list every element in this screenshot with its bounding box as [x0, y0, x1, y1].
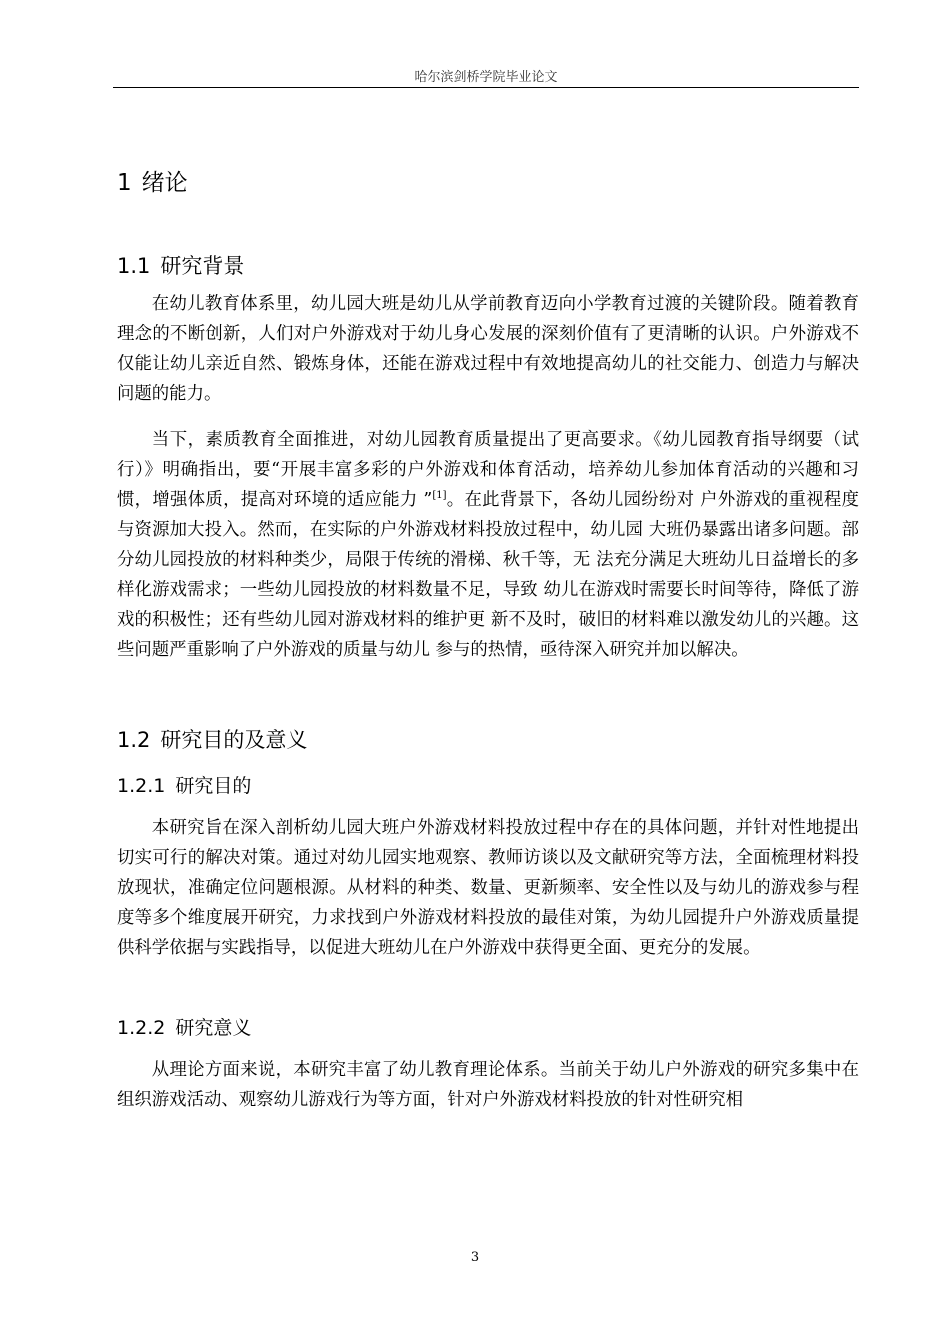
section-1-2-2-title: 研究意义 — [175, 1017, 252, 1039]
background-paragraph-2 — [117, 425, 859, 665]
section-1-1-heading — [117, 250, 244, 280]
section-1-2-heading — [117, 724, 307, 754]
chapter-number: 1 — [117, 170, 132, 196]
section-1-2-number: 1.2 — [117, 728, 151, 752]
section-1-2-title: 研究目的及意义 — [160, 728, 308, 752]
section-1-2-2-number: 1.2.2 — [117, 1017, 166, 1039]
section-1-2-1-title: 研究目的 — [175, 775, 252, 797]
chapter-title: 绪论 — [141, 170, 188, 196]
section-1-1-number: 1.1 — [117, 254, 151, 278]
background-paragraph-2-text-b: 。在此背景下，各幼儿园纷纷对 户外游戏的重视程度与资源加大投入。然而，在实际的户外游戏材料投放过程中，幼儿园 大班仍暴露出诸多问题。部分幼儿园投放的材料种类少，局限于传统的滑梯、秋千等，无 法充分满足大班幼儿日益增长的多样化游戏需求；一些幼儿园投放的材料数量不足，导致 幼儿在游戏时需要长时间等待，降低了游戏的积极性；还有些幼儿园对游戏材料的维护更 新不及时，破旧的材料难以激发幼儿的兴趣。这些问题严重影响了户外游戏的质量与幼儿 参与的热情，亟待深入研究并加以解决。 — [117, 490, 859, 660]
chapter-heading — [117, 164, 188, 197]
background-paragraph-2-text-a: 当下，素质教育全面推进，对幼儿园教育质量提出了更高要求。《幼儿园教育指导纲要（试行）》明确指出，要“开展丰富多彩的户外游戏和体育活动，培养幼儿参加体育活动的兴趣和习惯，增强体质，提高对环境的适应能力 ” — [117, 430, 859, 510]
header-rule — [113, 87, 859, 88]
section-1-2-1-heading — [117, 771, 251, 798]
section-1-1-title: 研究背景 — [160, 254, 245, 278]
purpose-paragraph: 本研究旨在深入剖析幼儿园大班户外游戏材料投放过程中存在的具体问题，并针对性地提出切实可行的解决对策。通过对幼儿园实地观察、教师访谈以及文献研究等方法，全面梳理材料投放现状，准确定位问题根源。从材料的种类、数量、更新频率、安全性以及与幼儿的游戏参与程度等多个维度展开研究，力求找到户外游戏材料投放的最佳对策，为幼儿园提升户外游戏质量提供科学依据与实践指导，以促进大班幼儿在户外游戏中获得更全面、更充分的发展。 — [117, 818, 859, 958]
citation-marker: [1] — [432, 490, 447, 502]
running-header: 哈尔滨剑桥学院毕业论文 — [414, 70, 558, 85]
section-1-2-1-number: 1.2.1 — [117, 775, 166, 797]
significance-paragraph: 从理论方面来说，本研究丰富了幼儿教育理论体系。当前关于幼儿户外游戏的研究多集中在组织游戏活动、观察幼儿游戏行为等方面，针对户外游戏材料投放的针对性研究相 — [117, 1060, 859, 1110]
section-1-2-2-heading — [117, 1013, 251, 1040]
background-paragraph-1: 在幼儿教育体系里，幼儿园大班是幼儿从学前教育迈向小学教育过渡的关键阶段。随着教育理念的不断创新，人们对户外游戏对于幼儿身心发展的深刻价值有了更清晰的认识。户外游戏不仅能让幼儿亲近自然、锻炼身体，还能在游戏过程中有效地提高幼儿的社交能力、创造力与解决问题的能力。 — [117, 294, 859, 404]
page-number: 3 — [470, 1250, 480, 1265]
